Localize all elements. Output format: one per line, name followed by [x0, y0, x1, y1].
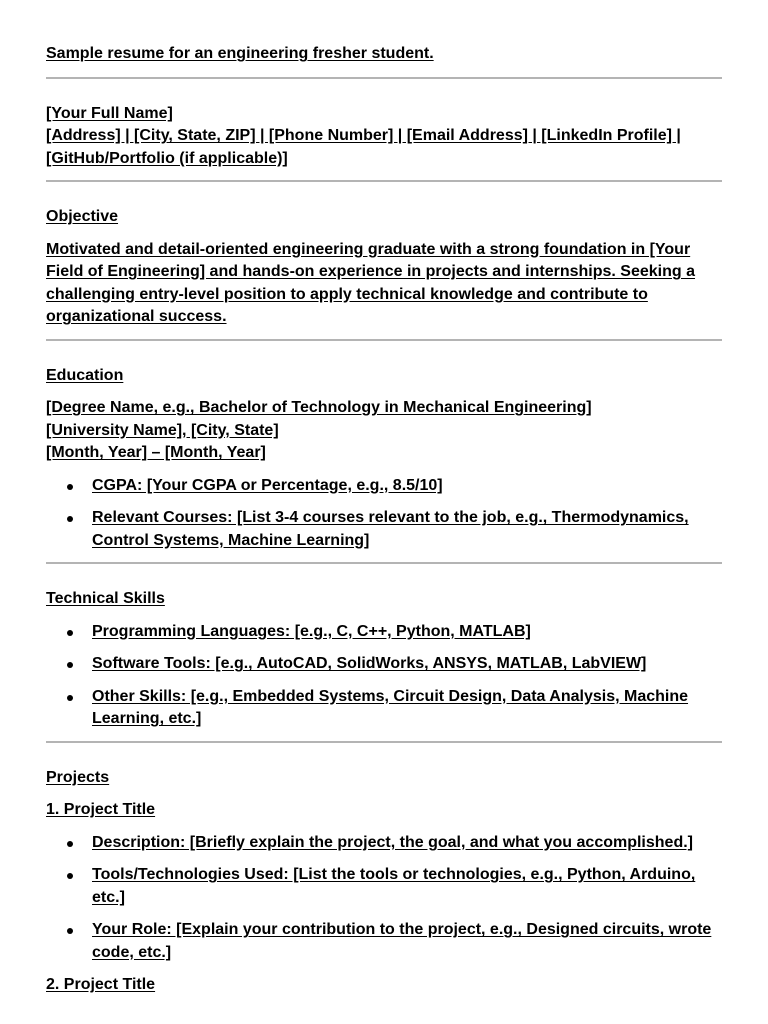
bullet-text: Description: [Briefly explain the project, the goal, and what you accomplished.]	[92, 833, 693, 851]
education-details	[46, 397, 722, 465]
divider	[46, 741, 722, 743]
bullet-icon	[67, 516, 73, 522]
bullet-icon	[67, 841, 73, 847]
bullet-text: Your Role: [Explain your contribution to the project, e.g., Designed circuits, wrote	[92, 921, 712, 938]
education-heading: Education	[46, 366, 124, 384]
list-item	[46, 621, 722, 644]
full-name: [Your Full Name]	[46, 104, 173, 122]
contact-line: [Address] | [City, State, ZIP] | [Phone Number] | [Email Address] | [LinkedIn Profile] |	[46, 127, 681, 144]
education-bullets	[46, 475, 722, 553]
project-bullets	[46, 832, 722, 965]
list-item	[46, 864, 722, 909]
divider	[46, 77, 722, 79]
projects-heading: Projects	[46, 768, 110, 786]
list-item	[46, 475, 722, 498]
divider	[46, 562, 722, 564]
list-item	[46, 507, 722, 552]
objective-line: Field of Engineering] and hands-on experience in projects and internships. Seeking a	[46, 263, 696, 280]
bullet-text: Programming Languages: [e.g., C, C++, Python, MATLAB]	[92, 622, 531, 640]
bullet-text: code, etc.]	[92, 943, 172, 961]
list-item	[46, 832, 722, 855]
bullet-icon	[67, 484, 73, 490]
contact-header	[46, 103, 722, 171]
bullet-text: Relevant Courses: [List 3-4 courses relevant to the job, e.g., Thermodynamics,	[92, 509, 689, 526]
contact-line: [GitHub/Portfolio (if applicable)]	[46, 149, 288, 167]
objective-line: organizational success.	[46, 308, 227, 325]
intro-text: Sample resume for an engineering fresher student.	[46, 45, 434, 62]
bullet-icon	[67, 873, 73, 879]
project-title: 1. Project Title	[46, 801, 156, 818]
resume-document	[46, 0, 722, 997]
skills-bullets	[46, 621, 722, 731]
education-dates: [Month, Year] – [Month, Year]	[46, 444, 266, 461]
bullet-icon	[67, 630, 73, 636]
bullet-icon	[67, 928, 73, 934]
university-name: [University Name], [City, State]	[46, 421, 279, 439]
list-item	[46, 653, 722, 676]
bullet-icon	[67, 662, 73, 668]
bullet-text: Software Tools: [e.g., AutoCAD, SolidWorks, ANSYS, MATLAB, LabVIEW]	[92, 655, 647, 672]
bullet-text: Other Skills: [e.g., Embedded Systems, Circuit Design, Data Analysis, Machine	[92, 687, 689, 705]
objective-line: challenging entry-level position to apply technical knowledge and contribute to	[46, 285, 648, 303]
divider	[46, 339, 722, 341]
bullet-icon	[67, 695, 73, 701]
project-title: 2. Project Title	[46, 976, 156, 993]
bullet-text: Control Systems, Machine Learning]	[92, 531, 370, 549]
list-item	[46, 686, 722, 731]
bullet-text: Tools/Technologies Used: [List the tools or technologies, e.g., Python, Arduino, etc.]	[92, 866, 696, 906]
list-item	[46, 919, 722, 964]
divider	[46, 180, 722, 182]
bullet-text: Learning, etc.]	[92, 710, 202, 727]
objective-line: Motivated and detail-oriented engineering graduate with a strong foundation in [Your	[46, 240, 691, 258]
skills-heading: Technical Skills	[46, 590, 165, 607]
objective-heading: Objective	[46, 208, 119, 225]
bullet-text: CGPA: [Your CGPA or Percentage, e.g., 8.5/10]	[92, 476, 443, 494]
degree-name: [Degree Name, e.g., Bachelor of Technology in Mechanical Engineering]	[46, 399, 592, 416]
objective-text	[46, 239, 722, 329]
